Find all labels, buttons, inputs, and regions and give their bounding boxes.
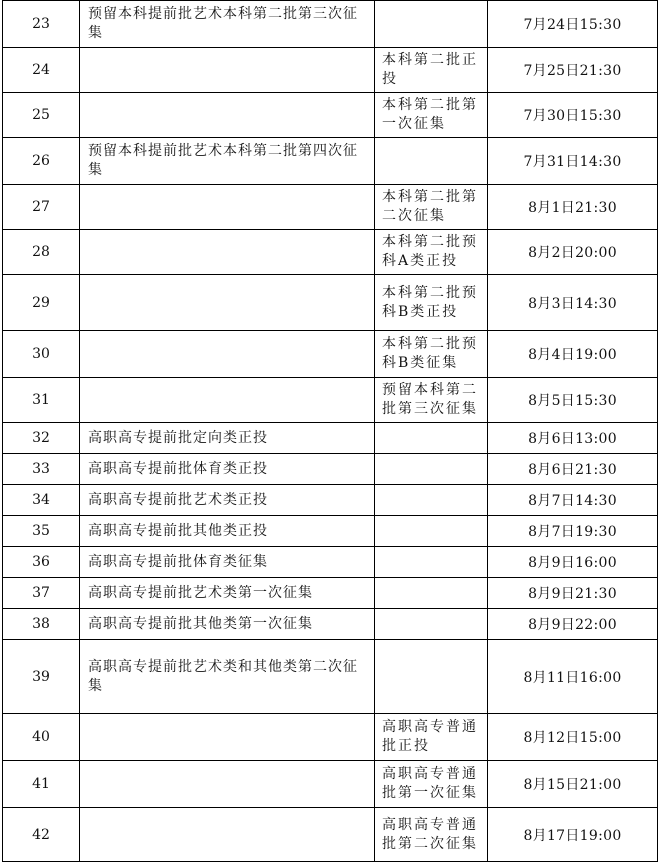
submission-time: 8月15日21:00 bbox=[488, 761, 658, 808]
submission-time: 8月6日13:00 bbox=[488, 423, 658, 454]
table-row bbox=[3, 640, 658, 714]
batch-description bbox=[80, 761, 375, 808]
batch-description: 高职高专提前批其他类正投 bbox=[80, 516, 375, 547]
batch-sub-description bbox=[375, 138, 488, 185]
table-row bbox=[3, 485, 658, 516]
submission-time: 8月9日16:00 bbox=[488, 547, 658, 578]
submission-time: 8月3日14:30 bbox=[488, 275, 658, 331]
batch-sub-description bbox=[375, 485, 488, 516]
batch-description: 高职高专提前批定向类正投 bbox=[80, 423, 375, 454]
table-row bbox=[3, 714, 658, 761]
batch-sub-description: 本科第二批第二次征集 bbox=[375, 185, 488, 230]
table-row bbox=[3, 275, 658, 331]
batch-description bbox=[80, 185, 375, 230]
batch-sub-description: 本科第二批预科A类正投 bbox=[375, 230, 488, 275]
table-row bbox=[3, 1, 658, 48]
table-row bbox=[3, 516, 658, 547]
submission-time: 7月30日15:30 bbox=[488, 93, 658, 138]
batch-description bbox=[80, 378, 375, 423]
table-row bbox=[3, 808, 658, 862]
submission-time: 8月9日22:00 bbox=[488, 609, 658, 640]
table-row bbox=[3, 423, 658, 454]
submission-time: 8月7日19:30 bbox=[488, 516, 658, 547]
table-row bbox=[3, 761, 658, 808]
row-number: 32 bbox=[3, 423, 80, 454]
row-number: 40 bbox=[3, 714, 80, 761]
row-number: 38 bbox=[3, 609, 80, 640]
table-row bbox=[3, 230, 658, 275]
batch-sub-description bbox=[375, 454, 488, 485]
row-number: 41 bbox=[3, 761, 80, 808]
batch-description bbox=[80, 714, 375, 761]
batch-sub-description bbox=[375, 1, 488, 48]
batch-sub-description: 高职高专普通批第二次征集 bbox=[375, 808, 488, 862]
submission-time: 7月31日14:30 bbox=[488, 138, 658, 185]
submission-time: 8月17日19:00 bbox=[488, 808, 658, 862]
batch-description: 高职高专提前批其他类第一次征集 bbox=[80, 609, 375, 640]
batch-description: 高职高专提前批艺术类正投 bbox=[80, 485, 375, 516]
submission-time: 7月25日21:30 bbox=[488, 48, 658, 93]
submission-time: 8月11日16:00 bbox=[488, 640, 658, 714]
batch-sub-description bbox=[375, 516, 488, 547]
batch-sub-description: 预留本科第二批第三次征集 bbox=[375, 378, 488, 423]
batch-description: 预留本科提前批艺术本科第二批第三次征集 bbox=[80, 1, 375, 48]
batch-sub-description bbox=[375, 423, 488, 454]
submission-time: 8月12日15:00 bbox=[488, 714, 658, 761]
row-number: 25 bbox=[3, 93, 80, 138]
row-number: 28 bbox=[3, 230, 80, 275]
submission-time: 7月24日15:30 bbox=[488, 1, 658, 48]
table-row bbox=[3, 454, 658, 485]
row-number: 37 bbox=[3, 578, 80, 609]
submission-time: 8月4日19:00 bbox=[488, 331, 658, 378]
batch-description: 高职高专提前批艺术类第一次征集 bbox=[80, 578, 375, 609]
row-number: 29 bbox=[3, 275, 80, 331]
batch-description: 预留本科提前批艺术本科第二批第四次征集 bbox=[80, 138, 375, 185]
row-number: 26 bbox=[3, 138, 80, 185]
row-number: 35 bbox=[3, 516, 80, 547]
batch-sub-description: 本科第二批第一次征集 bbox=[375, 93, 488, 138]
table-row bbox=[3, 578, 658, 609]
batch-sub-description: 本科第二批预科B类征集 bbox=[375, 331, 488, 378]
batch-sub-description: 本科第二批预科B类正投 bbox=[375, 275, 488, 331]
submission-time: 8月1日21:30 bbox=[488, 185, 658, 230]
batch-description bbox=[80, 331, 375, 378]
batch-description: 高职高专提前批体育类征集 bbox=[80, 547, 375, 578]
batch-description: 高职高专提前批体育类正投 bbox=[80, 454, 375, 485]
submission-time: 8月2日20:00 bbox=[488, 230, 658, 275]
batch-description bbox=[80, 808, 375, 862]
table-row bbox=[3, 48, 658, 93]
batch-description bbox=[80, 275, 375, 331]
batch-sub-description: 高职高专普通批正投 bbox=[375, 714, 488, 761]
batch-sub-description: 高职高专普通批第一次征集 bbox=[375, 761, 488, 808]
table-row bbox=[3, 93, 658, 138]
table-row bbox=[3, 331, 658, 378]
table-row bbox=[3, 185, 658, 230]
submission-time: 8月6日21:30 bbox=[488, 454, 658, 485]
batch-sub-description bbox=[375, 547, 488, 578]
row-number: 42 bbox=[3, 808, 80, 862]
batch-description bbox=[80, 93, 375, 138]
row-number: 24 bbox=[3, 48, 80, 93]
row-number: 27 bbox=[3, 185, 80, 230]
batch-sub-description bbox=[375, 609, 488, 640]
submission-time: 8月9日21:30 bbox=[488, 578, 658, 609]
row-number: 31 bbox=[3, 378, 80, 423]
batch-description: 高职高专提前批艺术类和其他类第二次征集 bbox=[80, 640, 375, 714]
row-number: 34 bbox=[3, 485, 80, 516]
row-number: 30 bbox=[3, 331, 80, 378]
table-row bbox=[3, 138, 658, 185]
batch-description bbox=[80, 48, 375, 93]
row-number: 39 bbox=[3, 640, 80, 714]
table-row bbox=[3, 609, 658, 640]
table-row bbox=[3, 378, 658, 423]
table-row bbox=[3, 547, 658, 578]
row-number: 33 bbox=[3, 454, 80, 485]
submission-time: 8月5日15:30 bbox=[488, 378, 658, 423]
submission-time: 8月7日14:30 bbox=[488, 485, 658, 516]
batch-sub-description bbox=[375, 640, 488, 714]
batch-sub-description: 本科第二批正投 bbox=[375, 48, 488, 93]
batch-description bbox=[80, 230, 375, 275]
schedule-table bbox=[2, 0, 658, 862]
batch-sub-description bbox=[375, 578, 488, 609]
row-number: 23 bbox=[3, 1, 80, 48]
row-number: 36 bbox=[3, 547, 80, 578]
